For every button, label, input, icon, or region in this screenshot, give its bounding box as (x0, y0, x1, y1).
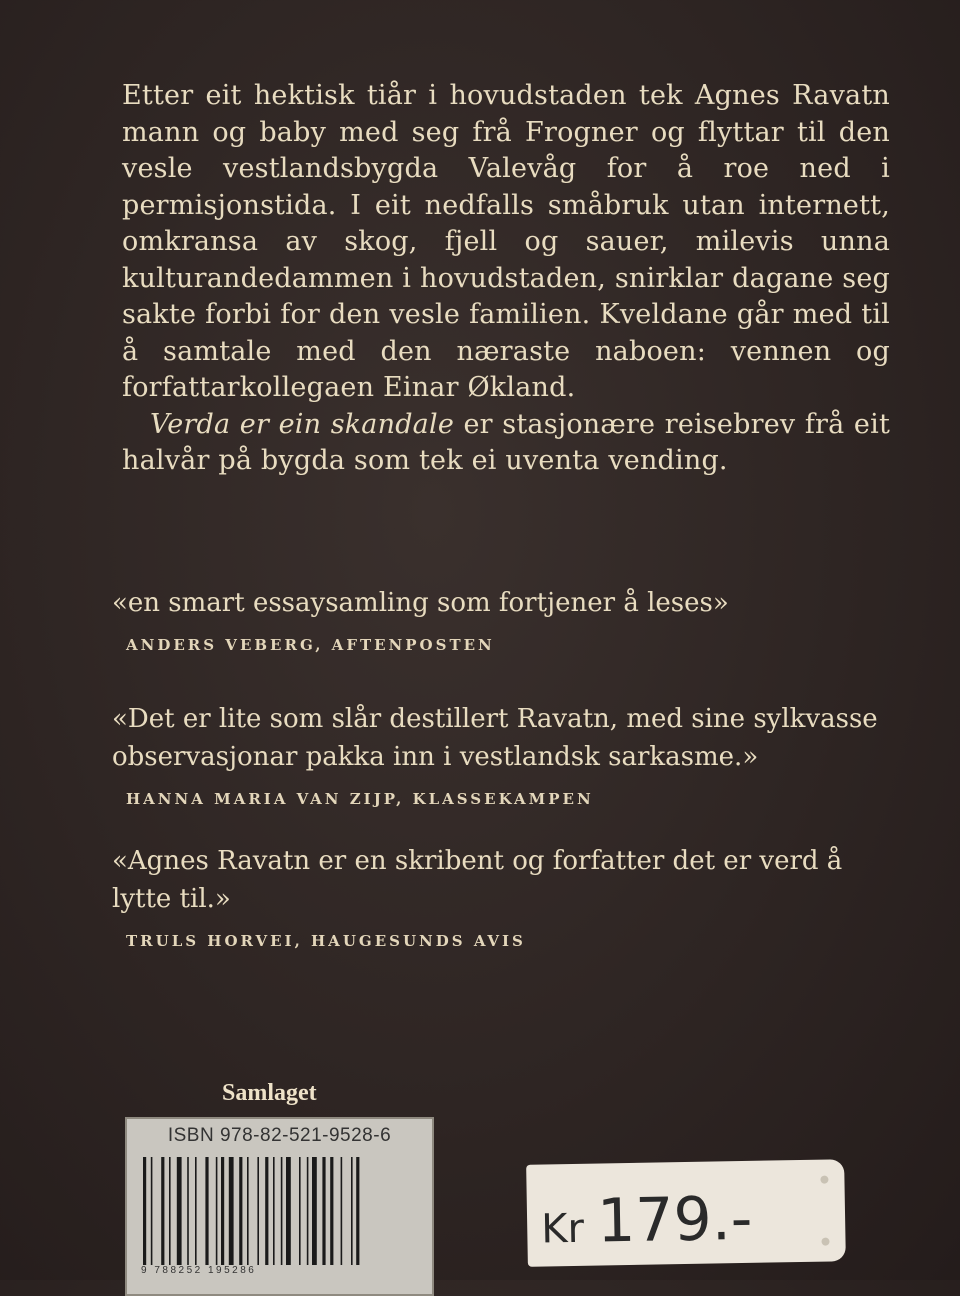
book-title: Verda er ein skandale (150, 408, 454, 440)
barcode-bar (273, 1157, 275, 1265)
barcode-bar (299, 1157, 301, 1265)
isbn-number: ISBN 978-82-521-9528-6 (167, 1125, 392, 1146)
quote-text: «Agnes Ravatn er en skribent og forfatter det er verd å lytte til.» (112, 846, 843, 914)
barcode-bar (257, 1157, 259, 1265)
barcode-bar (143, 1157, 146, 1265)
barcode-bar (351, 1157, 353, 1265)
barcode-bar (307, 1157, 309, 1265)
price-sticker-graphic (526, 1159, 846, 1267)
barcode-bar (312, 1157, 317, 1265)
barcode-bar (187, 1157, 189, 1265)
quote-text: «Det er lite som slår destillert Ravatn, med sine sylkvasse observasjonar pakka inn i vestlandsk sarkasme.» (112, 704, 878, 772)
price-prefix: Kr (540, 1205, 585, 1253)
barcode-bar (322, 1157, 325, 1265)
barcode-bar (265, 1157, 268, 1265)
barcode-icon (139, 1157, 421, 1269)
barcode-label (125, 1117, 434, 1296)
barcode-bar (195, 1157, 197, 1265)
price-value: 179.- (596, 1183, 753, 1257)
barcode-bar (281, 1157, 283, 1265)
blurb-paragraph-2-rest: er stasjonære reisebrev frå eit halvår på bygda som tek ei uventa vending. (122, 408, 890, 476)
barcode-bar (216, 1157, 218, 1265)
barcode-bar (169, 1157, 171, 1265)
barcode-bar (161, 1157, 164, 1265)
barcode-bar (356, 1157, 359, 1265)
blurb-paragraph-2 (122, 407, 890, 480)
publisher-name: Samlaget (222, 1080, 317, 1106)
barcode-bar (247, 1157, 249, 1265)
review-quote-3 (112, 842, 892, 960)
barcode-bar (286, 1157, 291, 1265)
barcode-bar (330, 1157, 333, 1265)
quote-source: TRULS HORVEI, HAUGESUNDS AVIS (126, 932, 526, 950)
back-cover-blurb (122, 78, 890, 480)
barcode-bar (229, 1157, 234, 1265)
barcode-bar (205, 1157, 208, 1265)
barcode-bar (221, 1157, 224, 1265)
quote-source: HANNA MARIA VAN ZIJP, KLASSEKAMPEN (126, 790, 594, 808)
barcode-bar (239, 1157, 242, 1265)
barcode-bar (151, 1157, 153, 1265)
barcode-bar (341, 1157, 343, 1265)
price-sticker (526, 1159, 846, 1267)
barcode-digits: 9 788252 195286 (141, 1265, 257, 1276)
review-quote-1 (112, 584, 892, 664)
quote-source: ANDERS VEBERG, AFTENPOSTEN (126, 636, 495, 654)
quote-text: «en smart essaysamling som fortjener å leses» (112, 588, 729, 618)
review-quote-2 (112, 700, 892, 818)
barcode-bar (177, 1157, 182, 1265)
blurb-paragraph-1: Etter eit hektisk tiår i hovudstaden tek Agnes Ravatn mann og baby med seg frå Frogner og flyttar til den vesle vestlandsbygda Valevåg for å roe ned i permisjonstida. I eit nedfalls småbruk utan internett, omkransa av skog, fjell og sauer, milevis unna kulturandedammen i hovudstaden, snirklar dagane seg sakte forbi for den vesle familien. Kveldane går med til å samtale med den næraste naboen: vennen og forfattarkollegaen Einar Økland. (122, 80, 890, 403)
